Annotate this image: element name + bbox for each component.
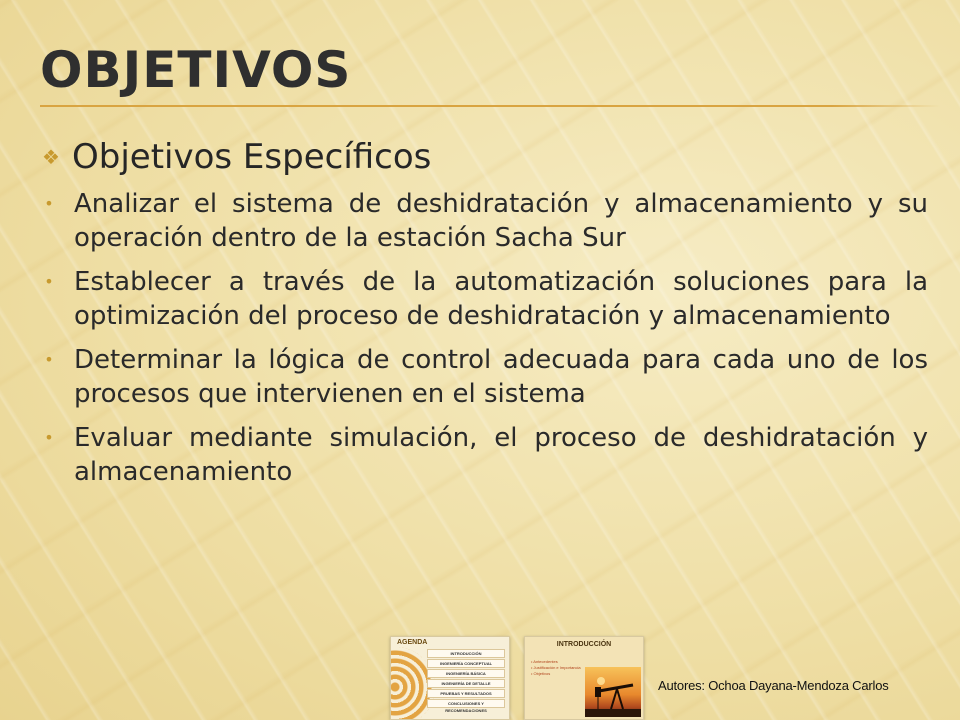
intro-item: • Justificación e Importancia: [531, 665, 581, 670]
section-heading: [42, 133, 928, 181]
list-item-text: Establecer a través de la automatización soluciones para la optimización del proceso de deshidratación y almacenamiento: [74, 267, 928, 331]
list-item: [42, 421, 928, 489]
agenda-item: INGENIERÍA CONCEPTUAL: [427, 659, 505, 668]
agenda-thumbnail[interactable]: [390, 636, 510, 720]
agenda-item: PRUEBAS Y RESULTADOS: [427, 689, 505, 698]
intro-thumbnail-title: INTRODUCCIÓN: [556, 641, 612, 648]
slide-title: OBJETIVOS: [40, 41, 352, 99]
agenda-item: INTRODUCCIÓN: [427, 649, 505, 658]
agenda-item: CONCLUSIONES Y RECOMENDACIONES: [427, 699, 505, 708]
dot-icon: •: [44, 272, 54, 291]
dot-icon: •: [44, 428, 54, 447]
authors-credit: Autores: Ochoa Dayana-Mendoza Carlos: [658, 678, 889, 693]
list-item: [42, 343, 928, 411]
dot-icon: •: [44, 350, 54, 369]
slide-body: [42, 133, 928, 499]
oil-pump-sunset-image: [585, 667, 641, 717]
list-item-text: Determinar la lógica de control adecuada para cada uno de los procesos que intervienen en el sistema: [74, 345, 928, 409]
list-item-text: Analizar el sistema de deshidratación y almacenamiento y su operación dentro de la estación Sacha Sur: [74, 189, 928, 253]
intro-item: • Objetivos: [531, 671, 551, 676]
objectives-list: [42, 187, 928, 489]
title-underline: [40, 105, 940, 107]
intro-thumbnail-list: [531, 659, 583, 677]
diamond-bullet-icon: ❖: [42, 145, 60, 169]
list-item-text: Evaluar mediante simulación, el proceso de deshidratación y almacenamiento: [74, 423, 928, 487]
intro-thumbnail[interactable]: [524, 636, 644, 720]
agenda-thumbnail-title: AGENDA: [397, 639, 428, 646]
section-title: Objetivos Específicos: [72, 137, 432, 177]
intro-item: • Antecedentes: [531, 659, 558, 664]
list-item: [42, 187, 928, 255]
dot-icon: •: [44, 194, 54, 213]
agenda-item: INGENIERÍA DE DETALLE: [427, 679, 505, 688]
agenda-thumbnail-list: [427, 649, 505, 713]
agenda-item: INGENIERÍA BÁSICA: [427, 669, 505, 678]
list-item: [42, 265, 928, 333]
